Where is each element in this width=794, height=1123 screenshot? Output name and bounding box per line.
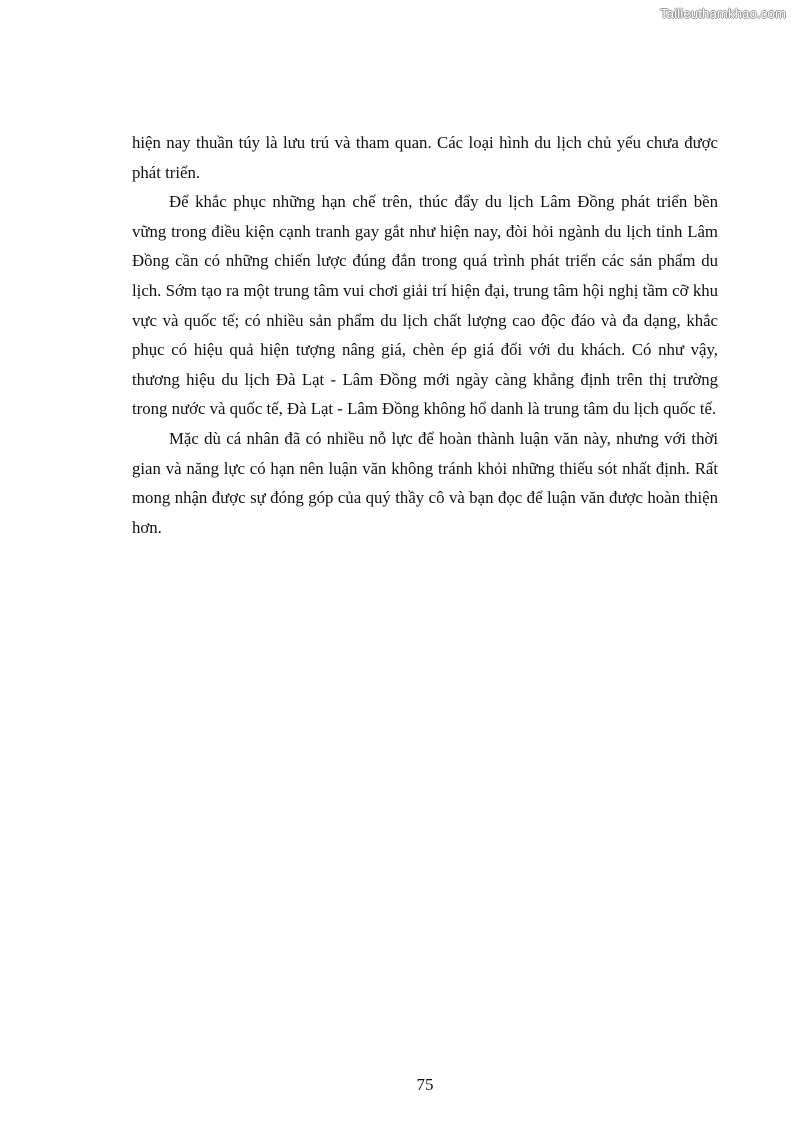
watermark: Tailieuthamkhao.com bbox=[660, 6, 786, 21]
body-text bbox=[132, 128, 718, 542]
paragraph-continuation: hiện nay thuần túy là lưu trú và tham quan. Các loại hình du lịch chủ yếu chưa được phát triển. bbox=[132, 133, 718, 182]
page-number: 75 bbox=[416, 1075, 434, 1094]
paragraph-acknowledgement: Mặc dù cá nhân đã có nhiều nỗ lực để hoàn thành luận văn này, nhưng với thời gian và năng lực có hạn nên luận văn không tránh khỏi những thiếu sót nhất định. Rất mong nhận được sự đóng góp của quý thầy cô và bạn đọc để luận văn được hoàn thiện hơn. bbox=[132, 428, 718, 537]
paragraph-development-strategy: Để khắc phục những hạn chế trên, thúc đẩy du lịch Lâm Đồng phát triển bền vững trong điều kiện cạnh tranh gay gắt như hiện nay, đòi hỏi ngành du lịch tỉnh Lâm Đồng cần có những chiến lược đúng đắn trong quá trình phát triển các sản phẩm du lịch. Sớm tạo ra một trung tâm vui chơi giải trí hiện đại, trung tâm hội nghị tầm cỡ khu vực và quốc tế; có nhiều sản phẩm du lịch chất lượng cao độc đáo và đa dạng, khắc phục có hiệu quả hiện tượng nâng giá, chèn ép giá đối với du khách. Có như vậy, thương hiệu du lịch Đà Lạt - Lâm Đồng mới ngày càng khẳng định trên thị trường trong nước và quốc tế, Đà Lạt - Lâm Đồng không hổ danh là trung tâm du lịch quốc tế. bbox=[132, 192, 718, 419]
